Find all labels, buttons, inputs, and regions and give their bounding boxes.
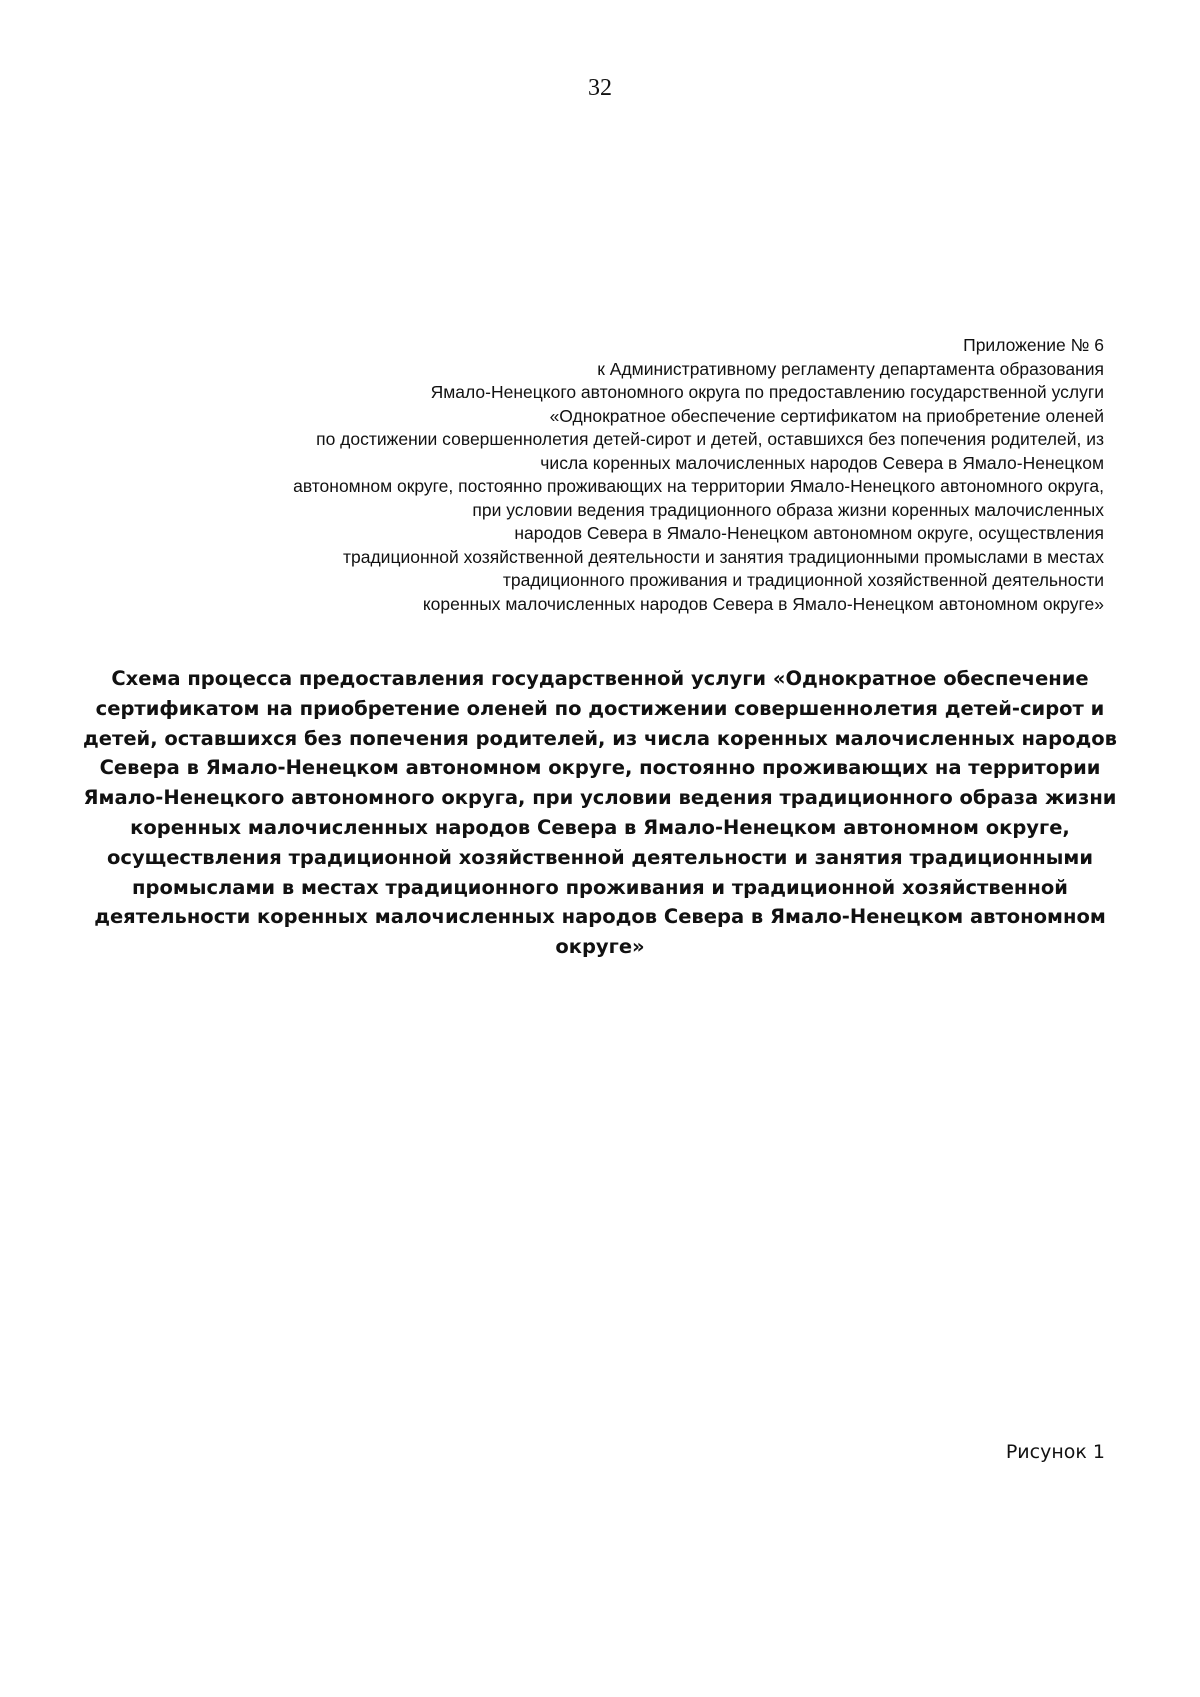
appendix-line: при условии ведения традиционного образа жизни коренных малочисленных — [472, 499, 1104, 520]
appendix-header — [104, 334, 1104, 616]
appendix-line: традиционного проживания и традиционной хозяйственной деятельности — [502, 570, 1104, 590]
scheme-title-line: промыслами в местах традиционного проживания и традиционной хозяйственной — [132, 875, 1068, 899]
page-number: 32 — [588, 75, 612, 101]
scheme-title-line: детей, оставшихся без попечения родителей, из числа коренных малочисленных народов — [83, 726, 1117, 750]
appendix-line: Ямало-Ненецкого автономного округа по предоставлению государственной услуги — [430, 382, 1104, 402]
scheme-title-line: сертификатом на приобретение оленей по достижении совершеннолетия детей-сирот и — [95, 696, 1105, 720]
appendix-line: Приложение № 6 — [963, 335, 1104, 355]
appendix-line: традиционной хозяйственной деятельности и занятия традиционными промыслами в местах — [342, 546, 1104, 567]
appendix-line: по достижении совершеннолетия детей-сирот и детей, оставшихся без попечения родителей, из — [316, 429, 1104, 449]
scheme-title-line: Севера в Ямало-Ненецком автономном округе, постоянно проживающих на территории — [99, 756, 1101, 780]
appendix-line: коренных малочисленных народов Севера в Ямало-Ненецком автономном округе» — [422, 593, 1104, 614]
appendix-line: автономном округе, постоянно проживающих на территории Ямало-Ненецкого автономного округа, — [293, 476, 1104, 496]
scheme-title-line: Ямало-Ненецкого автономного округа, при условии ведения традиционного образа жизни — [83, 786, 1117, 810]
figure-label: Рисунок 1 — [1005, 1441, 1105, 1463]
scheme-title — [0, 664, 1200, 962]
appendix-line: «Однократное обеспечение сертификатом на приобретение оленей — [549, 405, 1104, 426]
scheme-title-line: округе» — [555, 935, 645, 959]
scheme-title-line: деятельности коренных малочисленных народов Севера в Ямало-Ненецком автономном — [94, 905, 1106, 929]
scheme-title-line: Схема процесса предоставления государственной услуги «Однократное обеспечение — [111, 667, 1089, 690]
scheme-title-line: коренных малочисленных народов Севера в Ямало-Ненецком автономном округе, — [130, 815, 1070, 839]
appendix-line: числа коренных малочисленных народов Севера в Ямало-Ненецком — [540, 452, 1104, 473]
appendix-line: народов Севера в Ямало-Ненецком автономном округе, осуществления — [514, 523, 1104, 543]
appendix-line: к Административному регламенту департамента образования — [597, 358, 1104, 379]
scheme-title-line: осуществления традиционной хозяйственной деятельности и занятия традиционными — [106, 845, 1093, 869]
